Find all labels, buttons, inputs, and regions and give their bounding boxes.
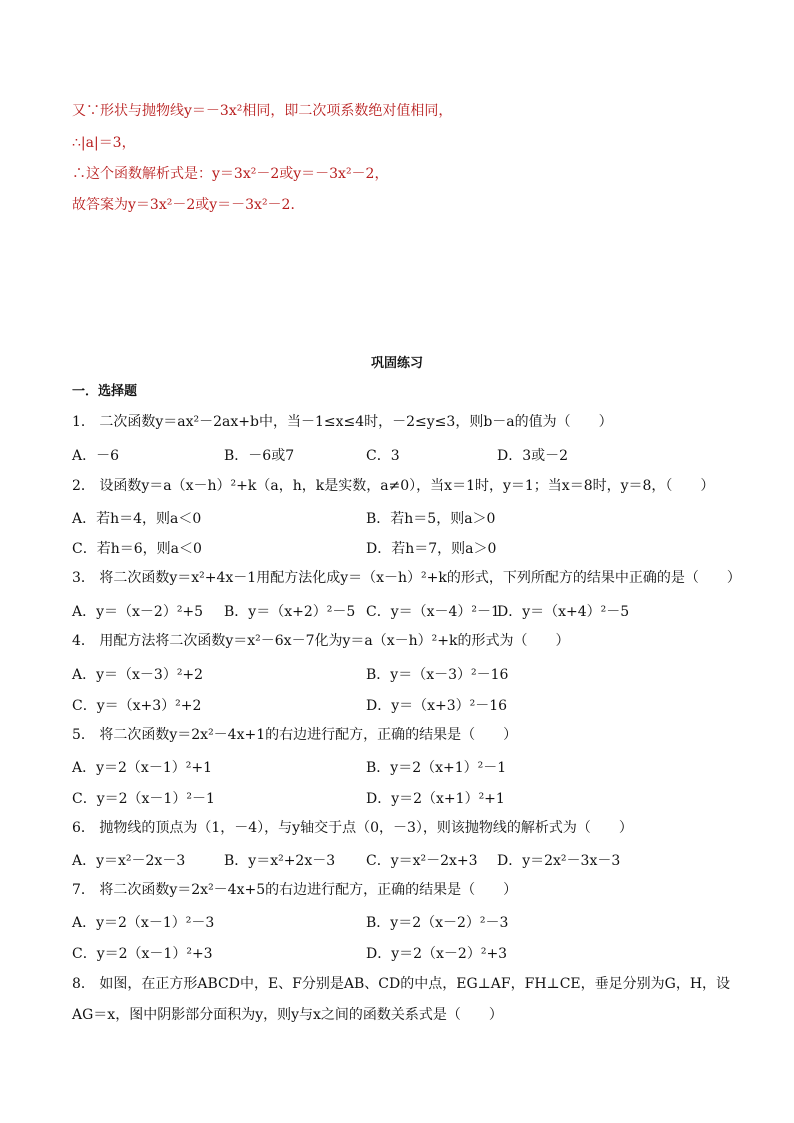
q3-option-b: B．y＝（x+2）²－5 (224, 604, 356, 620)
q1-option-c: C．3 (366, 448, 400, 464)
q4-option-b: B．y＝（x－3）²－16 (366, 667, 509, 683)
q8-stem-line-1: 8． 如图，在正方形ABCD中，E、F分别是AB、CD的中点，EG⊥AF，FH⊥CE，垂足分别为G，H，设 (72, 976, 731, 992)
q2-option-d: D．若h＝7，则a＞0 (366, 541, 497, 557)
q4-option-d: D．y＝（x+3）²－16 (366, 698, 508, 714)
q8-stem-line-2: AG＝x，图中阴影部分面积为y，则y与x之间的函数关系式是（ ） (72, 1007, 503, 1023)
section-heading: 一．选择题 (72, 384, 138, 399)
q7-option-a: A．y＝2（x－1）²－3 (72, 915, 215, 931)
q4-stem: 4． 用配方法将二次函数y＝x²－6x－7化为y＝a（x－h）²+k的形式为（ ） (72, 633, 570, 649)
q2-option-b: B．若h＝5，则a＞0 (366, 511, 496, 527)
q1-option-b: B．－6或7 (224, 448, 295, 464)
q5-option-a: A．y＝2（x－1）²+1 (72, 760, 212, 776)
q5-option-d: D．y＝2（x+1）²+1 (366, 791, 505, 807)
q7-option-b: B．y＝2（x－2）²－3 (366, 915, 509, 931)
q6-option-a: A．y＝x²－2x－3 (72, 853, 186, 869)
q2-option-a: A．若h＝4，则a＜0 (72, 511, 202, 527)
q3-stem: 3． 将二次函数y＝x²+4x－1用配方法化成y＝（x－h）²+k的形式，下列所配方的结果中正确的是（ ） (72, 570, 741, 586)
solution-line-1: 又∵形状与抛物线y＝－3x²相同，即二次项系数绝对值相同， (72, 103, 453, 119)
solution-line-2: ∴|a|＝3， (72, 135, 136, 151)
q7-stem: 7． 将二次函数y＝2x²－4x+5的右边进行配方，正确的结果是（ ） (72, 882, 518, 898)
q1-option-d: D．3或－2 (497, 448, 569, 464)
q6-option-b: B．y＝x²+2x－3 (224, 853, 336, 869)
q1-option-a: A．－6 (72, 448, 120, 464)
q6-option-d: D．y＝2x²－3x－3 (497, 853, 621, 869)
q5-option-c: C．y＝2（x－1）²－1 (72, 791, 215, 807)
q1-stem: 1． 二次函数y＝ax²－2ax+b中，当－1≤x≤4时，－2≤y≤3，则b－a的值为（ ） (72, 414, 613, 430)
q7-option-d: D．y＝2（x－2）²+3 (366, 946, 508, 962)
q4-option-a: A．y＝（x－3）²+2 (72, 667, 204, 683)
page-title: 巩固练习 (370, 356, 423, 371)
q7-option-c: C．y＝2（x－1）²+3 (72, 946, 213, 962)
q3-option-d: D．y＝（x+4）²－5 (497, 604, 630, 620)
q6-stem: 6． 抛物线的顶点为（1，－4），与y轴交于点（0，－3），则该抛物线的解析式为（ ） (72, 820, 633, 836)
q2-option-c: C．若h＝6，则a＜0 (72, 541, 202, 557)
q4-option-c: C．y＝（x+3）²+2 (72, 698, 202, 714)
solution-line-4: 故答案为y＝3x²－2或y＝－3x²－2． (72, 197, 305, 213)
q3-option-a: A．y＝（x－2）²+5 (72, 604, 204, 620)
q3-option-c: C．y＝（x－4）²－1 (366, 604, 500, 620)
q5-stem: 5． 将二次函数y＝2x²－4x+1的右边进行配方，正确的结果是（ ） (72, 727, 518, 743)
q6-option-c: C．y＝x²－2x+3 (366, 853, 478, 869)
q5-option-b: B．y＝2（x+1）²－1 (366, 760, 507, 776)
solution-line-3: ∴这个函数解析式是：y＝3x²－2或y＝－3x²－2， (72, 166, 389, 182)
q2-stem: 2． 设函数y＝a（x－h）²+k（a，h，k是实数，a≠0），当x＝1时，y＝1；当x＝8时，y＝8，（ ） (72, 478, 715, 494)
